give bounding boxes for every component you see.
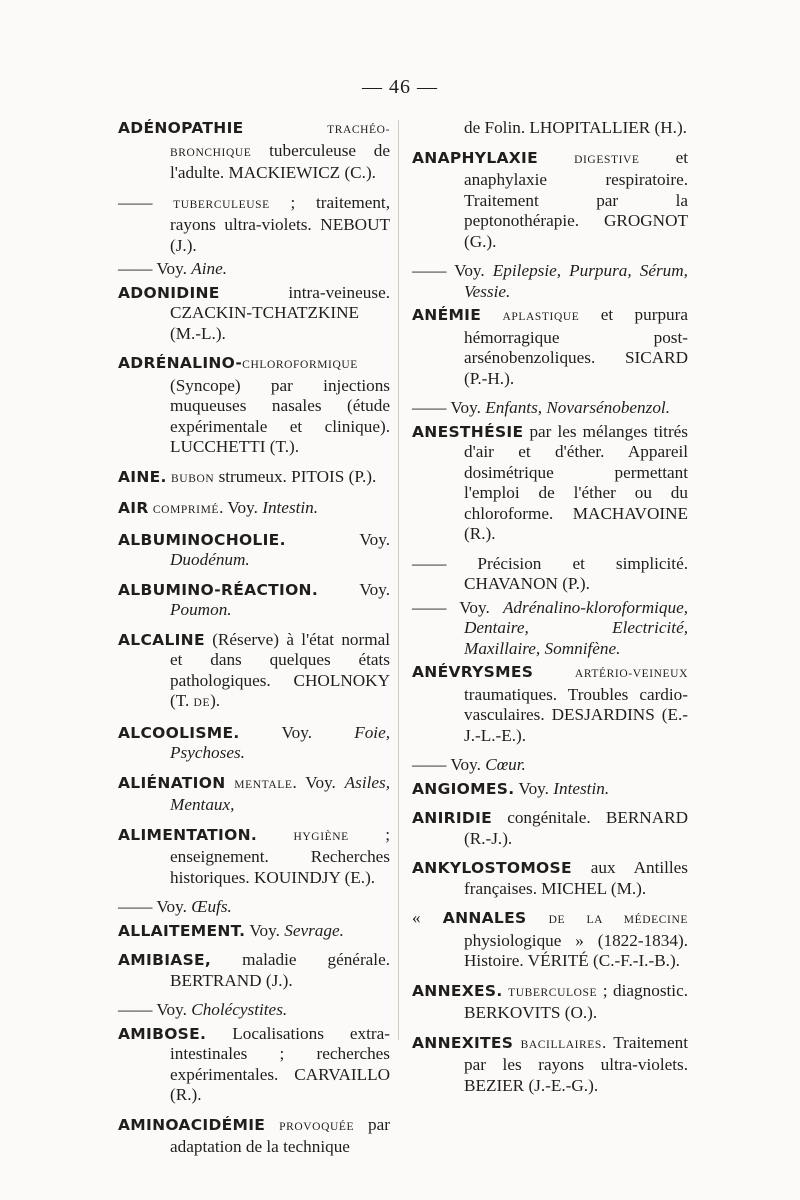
index-entry — [412, 908, 688, 972]
entry-qualifier: TUBERCULEUSE — [173, 198, 270, 211]
entry-text: ; traitement, rayons ultra-violets. NEBOUT (J.). — [170, 192, 391, 255]
page-number: — 46 — — [362, 76, 438, 98]
entry-text: ; diagnostic. BERKOVITS (O.). — [464, 980, 688, 1022]
entry-reference: Epilepsie, Purpura, Sérum, Vessie. — [464, 261, 688, 301]
entry-text: physiologique » (1822-1834). Histoire. VÉRITÉ (C.-F.-I.-B.). — [464, 930, 688, 970]
index-entry — [412, 422, 688, 545]
entry-reference: Œufs. — [191, 897, 232, 916]
entry-reference: Adrénalino-kloroformique, Dentaire, Electricité, Maxillaire, Somnifène. — [464, 597, 688, 658]
entry-headword: ALCOOLISME. — [118, 723, 240, 742]
left-column — [118, 118, 390, 1167]
entry-headword: ANNALES — [442, 909, 527, 927]
index-entry — [118, 498, 390, 521]
entry-headword: ALCALINE — [118, 630, 205, 649]
entry-reference: Intestin. — [262, 498, 319, 517]
entry-qualifier: DE LA MÉDECINE — [548, 914, 688, 926]
entry-headword: ANGIOMES. — [412, 779, 515, 798]
entry-reference: Cœur. — [485, 755, 526, 774]
entry-reference: Sevrage. — [284, 920, 344, 940]
entry-reference: Asiles, Mentaux, — [170, 772, 390, 814]
entry-headword: AIR — [118, 499, 149, 517]
entry-text: ). — [210, 691, 221, 710]
entry-qualifier: COMPRIMÉ — [152, 504, 220, 516]
entry-text: et anaphylaxie respiratoire. Traitement par la peptonothérapie. GROGNOT (G.). — [464, 147, 689, 251]
entry-text: Voy. — [239, 722, 355, 742]
index-entry — [412, 981, 688, 1024]
entry-qualifier: TUBERCULOSE — [508, 986, 598, 999]
entry-headword: ANIRIDIE — [412, 809, 493, 827]
entry-text: —— Voy. — [118, 897, 192, 916]
entry-qualifier: BUBON — [171, 472, 215, 485]
index-entry — [412, 305, 688, 389]
index-entry — [412, 779, 688, 800]
entry-text: (Réserve) à l'état normal et dans quelques états pathologiques. CHOLNOKY (T. — [170, 629, 390, 710]
entry-text — [257, 825, 293, 844]
index-entry — [118, 580, 390, 621]
entry-text: . Traitement par les rayons ultra-violets. BEZIER (J.-E.-G.). — [464, 1032, 689, 1095]
entry-qualifier: CHLOROFORMIQUE — [242, 359, 358, 371]
entry-headword: ALLAITEMENT. — [118, 921, 246, 940]
entry-text: —— Voy. — [118, 259, 192, 278]
entry-headword: ADÉNOPATHIE — [118, 119, 244, 137]
entry-qualifier: DE — [193, 697, 211, 709]
entry-reference: Aine. — [191, 259, 228, 278]
entry-reference: Enfants, Novarsénobenzol. — [485, 398, 670, 417]
entry-text: —— Voy. — [412, 398, 486, 417]
entry-qualifier: APLASTIQUE — [502, 311, 580, 323]
entry-headword: AMINOACIDÉMIE — [118, 1115, 266, 1134]
entry-text: . Voy. — [219, 498, 263, 517]
entry-text: . Voy. — [292, 772, 345, 792]
entry-text — [538, 148, 574, 167]
entry-text: par adaptation de la technique — [170, 1114, 391, 1156]
sub-entry — [118, 259, 390, 280]
entry-reference: Duodénum. — [170, 550, 250, 569]
entry-text: Voy. — [318, 579, 390, 599]
continued-entry — [464, 118, 688, 139]
entry-headword: ANÉVRYSMES — [412, 663, 534, 681]
sub-entry — [118, 897, 390, 918]
index-entry — [118, 530, 390, 571]
entry-text: Voy. — [245, 920, 285, 940]
entry-headword: ANAPHYLAXIE — [412, 148, 538, 167]
entry-reference: Cholécystites. — [191, 1000, 288, 1019]
entry-qualifier: HYGIÈNE — [293, 830, 349, 843]
index-entry — [118, 630, 390, 714]
sub-entry — [412, 398, 688, 419]
entry-headword: ADONIDINE — [118, 283, 220, 302]
entry-headword: ALIMENTATION. — [118, 825, 258, 844]
entry-text — [533, 662, 575, 681]
entry-qualifier: PROVOQUÉE — [279, 1120, 355, 1133]
entry-headword: AMIBIASE, — [118, 951, 212, 969]
index-entry — [412, 662, 688, 746]
entry-text: —— — [118, 192, 174, 212]
entry-text: tuberculeuse de l'adulte. MACKIEWICZ (C.). — [170, 140, 390, 182]
entry-text: —— Voy. — [412, 755, 486, 774]
entry-text: (Syncope) par injections muqueuses nasales (étude expérimentale et clinique). LUCCHETTI (T.). — [170, 375, 390, 456]
entry-text — [513, 1033, 520, 1052]
entry-text — [526, 908, 548, 927]
index-entry — [118, 950, 390, 991]
entry-qualifier: TRACHÉO-BRONCHIQUE — [170, 124, 390, 159]
index-entry — [118, 118, 390, 184]
entry-headword: ALIÉNATION — [118, 773, 226, 792]
sub-entry — [412, 755, 688, 776]
index-entry — [118, 825, 390, 889]
index-entry — [412, 1033, 688, 1097]
entry-reference: Foie, Psychoses. — [170, 722, 390, 762]
entry-text: maladie générale. BERTRAND (J.). — [170, 950, 390, 990]
entry-text: congénitale. BERNARD (R.-J.). — [464, 808, 688, 848]
entry-headword: ALBUMINO-RÉACTION. — [118, 580, 319, 599]
sub-entry — [412, 261, 688, 302]
entry-headword: ANESTHÉSIE — [412, 422, 524, 441]
sub-entry — [412, 554, 688, 595]
sub-entry — [412, 598, 688, 660]
entry-qualifier: MENTALE — [234, 778, 293, 791]
entry-text: —— Voy. — [412, 261, 493, 280]
entry-text — [265, 1115, 279, 1134]
entry-text: strumeux. PITOIS (P.). — [214, 466, 377, 486]
entry-headword: ANÉMIE — [412, 306, 482, 324]
entry-text: —— Voy. — [412, 597, 503, 617]
entry-text: —— Voy. — [118, 1000, 192, 1019]
entry-text: de Folin. LHOPITALLIER (H.). — [464, 118, 687, 137]
index-entry — [412, 148, 688, 253]
entry-qualifier: DIGESTIVE — [574, 153, 640, 166]
entry-text: et purpura hémorragique post-arsénobenzoliques. SICARD (P.-H.). — [464, 305, 688, 388]
entry-text: traumatiques. Troubles cardio-vasculaires. DESJARDINS (E.-J.-L.-E.). — [464, 684, 688, 745]
index-entry — [118, 1115, 390, 1158]
entry-headword: ADRÉNALINO- — [118, 354, 243, 372]
entry-reference: Intestin. — [553, 778, 610, 798]
index-entry — [118, 353, 390, 458]
entry-text: intra-veineuse. CZACKIN-TCHATZKINE (M.-L.). — [170, 282, 390, 343]
column-divider — [398, 120, 399, 1040]
entry-text: Voy. — [514, 778, 554, 798]
entry-text — [225, 773, 234, 792]
entry-qualifier: ARTÉRIO-VEINEUX — [574, 668, 688, 680]
entry-text: Localisations extra-intestinales ; recherches expérimentales. CARVAILLO (R.). — [170, 1023, 390, 1104]
sub-entry — [118, 193, 390, 257]
entry-qualifier: BACILLAIRES — [520, 1038, 602, 1051]
entry-text: ; enseignement. Recherches historiques. KOUINDJY (E.). — [170, 824, 391, 887]
entry-headword: AMIBOSE. — [118, 1024, 207, 1043]
entry-text: aux Antilles françaises. MICHEL (M.). — [464, 858, 688, 898]
entry-headword: ANNEXITES — [412, 1033, 514, 1052]
index-entry — [118, 723, 390, 764]
index-entry — [118, 283, 390, 345]
right-column — [412, 118, 688, 1105]
entry-headword: ANNEXES. — [412, 981, 503, 1000]
index-entry — [118, 467, 390, 490]
index-entry — [118, 921, 390, 942]
entry-headword: ANKYLOSTOMOSE — [412, 859, 572, 877]
entry-text: Voy. — [285, 529, 390, 549]
entry-headword: ALBUMINOCHOLIE. — [118, 530, 286, 549]
entry-text — [481, 305, 502, 324]
entry-headword: AINE. — [118, 467, 167, 486]
entry-text: « — [412, 908, 443, 927]
index-entry — [118, 773, 390, 816]
index-entry — [412, 858, 688, 899]
index-entry — [118, 1024, 390, 1106]
index-entry — [412, 808, 688, 849]
entry-text: —— Précision et simplicité. CHAVANON (P.). — [412, 553, 688, 593]
entry-reference: Poumon. — [170, 600, 232, 619]
sub-entry — [118, 1000, 390, 1021]
entry-text: par les mélanges titrés d'air et d'éther. Appareil dosimétrique permettant l'emploi de l'éther ou du chloroforme. MACHAVOINE (R.). — [464, 421, 688, 543]
